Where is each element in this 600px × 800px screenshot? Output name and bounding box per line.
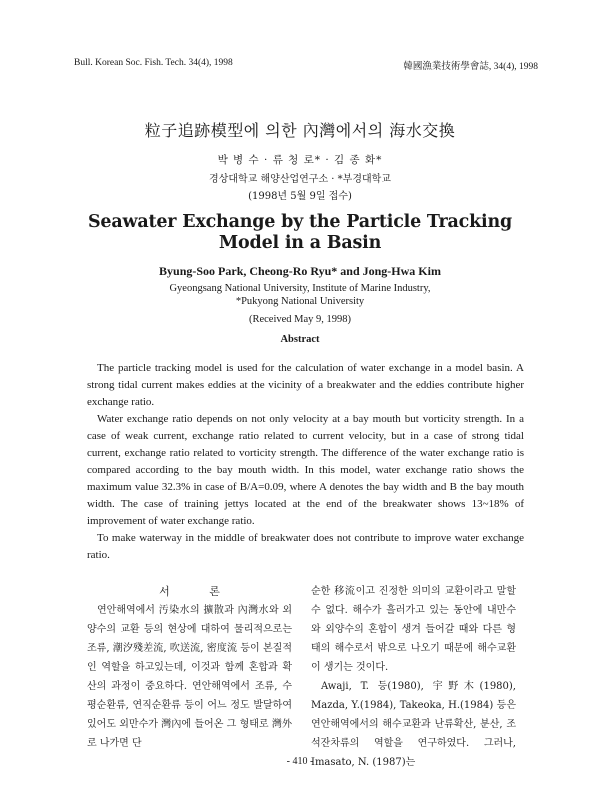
english-title	[0, 212, 600, 254]
body-paragraph-left: 연안해역에서 汚染水의 擴散과 內灣水와 외양수의 교환 등의 현상에 대하여 물리적으로는 조류, 潮汐殘差流, 吹送流, 密度流 등이 본질적인 역할을 하고있는데, 이것과 함께 혼합과 확산의 과정이 중요하다. 연안해역에서 조류, 수평순환류, 연직순환류 등이 어느 정도 발달하여 있어도 외만수가 灣內에 들어온 그 형태로 灣外로 나가면 단	[87, 605, 292, 749]
journal-header-left: Bull. Korean Soc. Fish. Tech. 34(4), 1998	[74, 58, 233, 68]
english-title-line-1: Seawater Exchange by the Particle Tracking	[87, 212, 513, 232]
abstract-paragraph-1: The particle tracking model is used for the calculation of water exchange in a model basin. A strong tidal current makes eddies at the vicinity of a breakwater and the eddies contribute higher exchange ratio.	[87, 362, 524, 408]
page-number: - 410 -	[286, 756, 314, 767]
section-heading-introduction: 서 론	[159, 585, 238, 598]
body-paragraph-right-2: Awaji, T. 등(1980), 宇野木(1980), Mazda, Y.(1984), Takeoka, H.(1984) 등은 연안해역에서의 해수교환과 난류확산, 분산, 조석잔차류의 역할을 연구하였다. 그러나, Imasato, N. (1987)는	[311, 681, 516, 768]
body-column-right	[311, 582, 516, 772]
korean-authors: 박 병 수 · 류 청 로* · 김 종 화*	[217, 154, 383, 166]
english-affiliation-line-1: Gyeongsang National University, Institute of Marine Industry,	[169, 283, 431, 294]
abstract-paragraph-3: To make waterway in the middle of breakwater does not contribute to improve water exchange ratio.	[87, 532, 524, 561]
abstract-heading: Abstract	[280, 334, 320, 345]
english-title-line-2: Model in a Basin	[218, 233, 382, 253]
korean-title: 粒子追跡模型에 의한 內灣에서의 海水交換	[144, 121, 456, 140]
body-paragraph-right-1: 순한 移流이고 진정한 의미의 교환이라고 말할 수 없다. 해수가 흘러가고 있는 동안에 내만수와 외양수의 혼합이 생겨 들어갈 때와 다른 형태의 해수로서 밖으로 나오기 때문에 해수교환이 생기는 것이다.	[311, 586, 516, 673]
english-authors: Byung-Soo Park, Cheong-Ro Ryu* and Jong-Hwa Kim	[159, 264, 441, 278]
korean-received-date: (1998년 5월 9일 접수)	[248, 191, 352, 202]
english-received-date: (Received May 9, 1998)	[248, 314, 352, 325]
body-column-left	[87, 582, 292, 753]
english-affiliation	[0, 282, 600, 308]
journal-header-right: 韓國漁業技術學會誌, 34(4), 1998	[403, 62, 538, 72]
english-affiliation-line-2: *Pukyong National University	[235, 296, 365, 307]
abstract-body	[87, 360, 524, 564]
korean-affiliation: 경상대학교 해양산업연구소 · *부경대학교	[209, 174, 391, 185]
abstract-paragraph-2: Water exchange ratio depends on not only velocity at a bay mouth but vorticity strength. In a case of weak current, exchange ratio related to current velocity, but in a case of strong tidal current, exchange ratio related to vorticity strength. The difference of the water exchange ratio is compared according to the bay mouth width. In this model, water exchange ratio shows the maximum value 32.3% in case of B/A=0.09, where A denotes the bay width and B the bay mouth width. The case of training jettys located at the end of the breakwater shows 13~18% of improvement of water exchange ratio.	[87, 413, 524, 527]
